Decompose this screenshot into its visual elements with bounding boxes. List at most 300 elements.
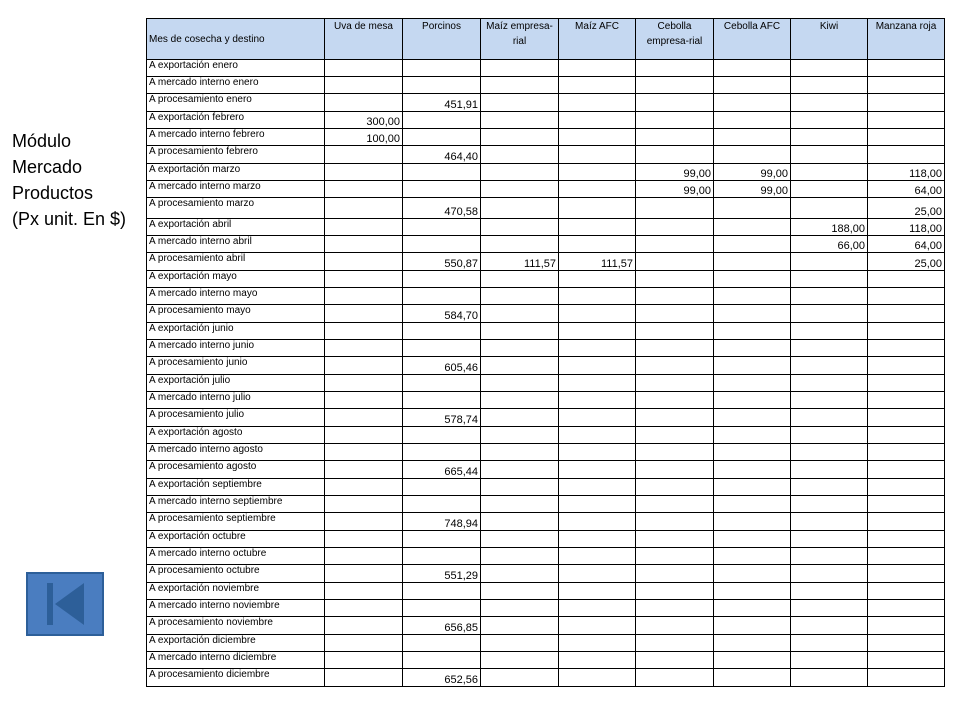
- value-cell: [868, 479, 945, 496]
- value-cell: [559, 652, 636, 669]
- table-row: [147, 409, 945, 427]
- row-label-cell: A mercado interno septiembre: [147, 496, 325, 513]
- value-cell: [868, 392, 945, 409]
- value-cell: [481, 271, 559, 288]
- value-cell: [559, 444, 636, 461]
- value-cell: [636, 635, 714, 652]
- value-cell: [481, 305, 559, 323]
- value-cell: [714, 112, 791, 129]
- value-cell: [325, 444, 403, 461]
- row-label-cell: A procesamiento abril: [147, 253, 325, 271]
- value-cell: [403, 392, 481, 409]
- value-cell: [636, 565, 714, 583]
- column-header: Porcinos: [403, 19, 481, 60]
- column-header: Cebolla AFC: [714, 19, 791, 60]
- value-cell: [325, 652, 403, 669]
- value-cell: [325, 253, 403, 271]
- value-cell: [868, 635, 945, 652]
- column-header: Cebolla empresa-rial: [636, 19, 714, 60]
- module-title: [12, 128, 152, 232]
- value-cell: [636, 652, 714, 669]
- value-cell: [403, 77, 481, 94]
- value-cell: [481, 652, 559, 669]
- value-cell: [791, 288, 868, 305]
- value-cell: [403, 60, 481, 77]
- value-cell: [325, 669, 403, 687]
- value-cell: [791, 409, 868, 427]
- table-row: [147, 271, 945, 288]
- table-row: [147, 444, 945, 461]
- table-row: [147, 253, 945, 271]
- row-label-cell: A mercado interno marzo: [147, 181, 325, 198]
- value-cell: 550,87: [403, 253, 481, 271]
- table-row: [147, 513, 945, 531]
- value-cell: [868, 288, 945, 305]
- value-cell: [559, 271, 636, 288]
- value-cell: [714, 617, 791, 635]
- table-row: [147, 669, 945, 687]
- value-cell: [791, 600, 868, 617]
- row-label-cell: A exportación mayo: [147, 271, 325, 288]
- column-header: Uva de mesa: [325, 19, 403, 60]
- value-cell: [559, 60, 636, 77]
- value-cell: [325, 496, 403, 513]
- value-cell: [481, 409, 559, 427]
- first-page-button[interactable]: [26, 572, 104, 636]
- value-cell: 551,29: [403, 565, 481, 583]
- value-cell: [325, 427, 403, 444]
- value-cell: [559, 479, 636, 496]
- value-cell: [325, 219, 403, 236]
- value-cell: [868, 305, 945, 323]
- value-cell: [791, 146, 868, 164]
- value-cell: [791, 253, 868, 271]
- value-cell: [791, 375, 868, 392]
- value-cell: [403, 531, 481, 548]
- value-cell: [636, 427, 714, 444]
- value-cell: [481, 112, 559, 129]
- table-row: [147, 652, 945, 669]
- value-cell: [559, 112, 636, 129]
- value-cell: [559, 531, 636, 548]
- value-cell: [325, 60, 403, 77]
- value-cell: [714, 375, 791, 392]
- value-cell: [868, 323, 945, 340]
- table-row: [147, 583, 945, 600]
- value-cell: 300,00: [325, 112, 403, 129]
- value-cell: [714, 288, 791, 305]
- value-cell: [868, 531, 945, 548]
- value-cell: [481, 164, 559, 181]
- table-row: [147, 479, 945, 496]
- value-cell: [481, 461, 559, 479]
- value-cell: [636, 669, 714, 687]
- value-cell: [636, 253, 714, 271]
- value-cell: [868, 340, 945, 357]
- value-cell: [791, 94, 868, 112]
- value-cell: 66,00: [791, 236, 868, 253]
- value-cell: [403, 548, 481, 565]
- value-cell: [325, 164, 403, 181]
- value-cell: [714, 652, 791, 669]
- table-row: [147, 181, 945, 198]
- module-title-line: Productos: [12, 183, 94, 203]
- value-cell: [481, 357, 559, 375]
- value-cell: [481, 323, 559, 340]
- value-cell: [325, 479, 403, 496]
- value-cell: [559, 181, 636, 198]
- row-label-cell: A exportación septiembre: [147, 479, 325, 496]
- value-cell: [325, 548, 403, 565]
- value-cell: [714, 548, 791, 565]
- value-cell: [636, 531, 714, 548]
- value-cell: [636, 271, 714, 288]
- value-cell: [403, 129, 481, 146]
- value-cell: [403, 288, 481, 305]
- value-cell: [636, 513, 714, 531]
- value-cell: [714, 305, 791, 323]
- row-label-cell: A exportación diciembre: [147, 635, 325, 652]
- value-cell: [325, 375, 403, 392]
- value-cell: [791, 112, 868, 129]
- value-cell: [791, 198, 868, 219]
- column-header: Maíz AFC: [559, 19, 636, 60]
- value-cell: 464,40: [403, 146, 481, 164]
- value-cell: [636, 375, 714, 392]
- value-cell: [791, 357, 868, 375]
- value-cell: [636, 219, 714, 236]
- row-label-cell: A procesamiento octubre: [147, 565, 325, 583]
- table-row: [147, 94, 945, 112]
- value-cell: [714, 340, 791, 357]
- value-cell: [714, 479, 791, 496]
- table-row: [147, 305, 945, 323]
- value-cell: [325, 77, 403, 94]
- value-cell: [791, 392, 868, 409]
- value-cell: [481, 288, 559, 305]
- value-cell: [325, 392, 403, 409]
- table-row: [147, 198, 945, 219]
- value-cell: [636, 617, 714, 635]
- value-cell: [481, 60, 559, 77]
- row-label-cell: A mercado interno enero: [147, 77, 325, 94]
- value-cell: 665,44: [403, 461, 481, 479]
- value-cell: [791, 548, 868, 565]
- value-cell: [481, 444, 559, 461]
- value-cell: [403, 635, 481, 652]
- table-row: [147, 60, 945, 77]
- value-cell: [791, 444, 868, 461]
- row-label-cell: A procesamiento diciembre: [147, 669, 325, 687]
- value-cell: [636, 461, 714, 479]
- row-label-cell: A mercado interno abril: [147, 236, 325, 253]
- value-cell: [791, 565, 868, 583]
- value-cell: [714, 236, 791, 253]
- value-cell: [559, 513, 636, 531]
- value-cell: [559, 427, 636, 444]
- value-cell: 605,46: [403, 357, 481, 375]
- value-cell: [559, 409, 636, 427]
- value-cell: [559, 617, 636, 635]
- row-label-cell: A mercado interno mayo: [147, 288, 325, 305]
- value-cell: [791, 513, 868, 531]
- value-cell: [868, 565, 945, 583]
- value-cell: [714, 565, 791, 583]
- table-row: [147, 565, 945, 583]
- value-cell: [791, 77, 868, 94]
- table-row: [147, 219, 945, 236]
- row-label-cell: A procesamiento julio: [147, 409, 325, 427]
- value-cell: [791, 60, 868, 77]
- row-label-cell: A procesamiento noviembre: [147, 617, 325, 635]
- row-label-cell: A exportación noviembre: [147, 583, 325, 600]
- column-header: Manzana roja: [868, 19, 945, 60]
- table-row: [147, 77, 945, 94]
- value-cell: [481, 94, 559, 112]
- value-cell: [325, 513, 403, 531]
- value-cell: [714, 77, 791, 94]
- value-cell: [714, 271, 791, 288]
- value-cell: 451,91: [403, 94, 481, 112]
- value-cell: [481, 583, 559, 600]
- row-label-cell: A procesamiento marzo: [147, 198, 325, 219]
- value-cell: [636, 323, 714, 340]
- value-cell: [559, 236, 636, 253]
- table-row: [147, 548, 945, 565]
- value-cell: [559, 164, 636, 181]
- row-label-cell: A procesamiento agosto: [147, 461, 325, 479]
- value-cell: [868, 60, 945, 77]
- value-cell: [636, 340, 714, 357]
- row-label-cell: A mercado interno junio: [147, 340, 325, 357]
- value-cell: 118,00: [868, 164, 945, 181]
- value-cell: [714, 496, 791, 513]
- value-cell: [636, 357, 714, 375]
- value-cell: [791, 669, 868, 687]
- value-cell: [714, 409, 791, 427]
- value-cell: [403, 236, 481, 253]
- value-cell: [714, 531, 791, 548]
- value-cell: [636, 479, 714, 496]
- module-title-line: Mercado: [12, 157, 83, 177]
- value-cell: [403, 600, 481, 617]
- value-cell: [481, 496, 559, 513]
- value-cell: [636, 146, 714, 164]
- value-cell: [325, 531, 403, 548]
- value-cell: [325, 323, 403, 340]
- value-cell: 99,00: [714, 181, 791, 198]
- table-row: [147, 323, 945, 340]
- value-cell: [481, 600, 559, 617]
- module-title-line: Módulo: [12, 131, 72, 151]
- value-cell: [791, 129, 868, 146]
- row-label-cell: A mercado interno noviembre: [147, 600, 325, 617]
- row-label-cell: A exportación agosto: [147, 427, 325, 444]
- table-row: [147, 129, 945, 146]
- value-cell: [325, 236, 403, 253]
- table-row: [147, 531, 945, 548]
- table-row: [147, 617, 945, 635]
- row-label-cell: A exportación junio: [147, 323, 325, 340]
- value-cell: 656,85: [403, 617, 481, 635]
- value-cell: [559, 392, 636, 409]
- value-cell: [481, 392, 559, 409]
- value-cell: [559, 146, 636, 164]
- value-cell: [403, 479, 481, 496]
- value-cell: [714, 94, 791, 112]
- value-cell: [559, 583, 636, 600]
- value-cell: [791, 461, 868, 479]
- table-row: [147, 461, 945, 479]
- table-row: [147, 146, 945, 164]
- table-row: [147, 357, 945, 375]
- value-cell: [714, 392, 791, 409]
- value-cell: [325, 565, 403, 583]
- value-cell: [636, 409, 714, 427]
- value-cell: [481, 548, 559, 565]
- column-header: Maíz empresa-rial: [481, 19, 559, 60]
- value-cell: [636, 600, 714, 617]
- value-cell: 584,70: [403, 305, 481, 323]
- value-cell: [559, 496, 636, 513]
- row-label-cell: A exportación octubre: [147, 531, 325, 548]
- value-cell: [791, 531, 868, 548]
- value-cell: [481, 375, 559, 392]
- value-cell: [868, 496, 945, 513]
- row-label-cell: A mercado interno febrero: [147, 129, 325, 146]
- value-cell: [868, 600, 945, 617]
- value-cell: [714, 669, 791, 687]
- value-cell: [559, 305, 636, 323]
- module-title-line: (Px unit. En $): [12, 209, 127, 229]
- value-cell: [559, 548, 636, 565]
- value-cell: [325, 198, 403, 219]
- value-cell: [791, 181, 868, 198]
- value-cell: [559, 219, 636, 236]
- value-cell: [714, 600, 791, 617]
- value-cell: [325, 340, 403, 357]
- row-label-cell: A exportación julio: [147, 375, 325, 392]
- value-cell: [868, 513, 945, 531]
- value-cell: [714, 583, 791, 600]
- row-label-cell: A mercado interno diciembre: [147, 652, 325, 669]
- value-cell: [403, 496, 481, 513]
- value-cell: [559, 340, 636, 357]
- value-cell: [325, 357, 403, 375]
- value-cell: [714, 513, 791, 531]
- value-cell: [636, 60, 714, 77]
- value-cell: [791, 479, 868, 496]
- value-cell: [714, 253, 791, 271]
- row-label-cell: A mercado interno julio: [147, 392, 325, 409]
- value-cell: [636, 392, 714, 409]
- value-cell: [481, 340, 559, 357]
- value-cell: [481, 669, 559, 687]
- table-row: [147, 340, 945, 357]
- table-row: [147, 496, 945, 513]
- value-cell: [481, 427, 559, 444]
- value-cell: [481, 236, 559, 253]
- value-cell: [636, 288, 714, 305]
- value-cell: 99,00: [714, 164, 791, 181]
- value-cell: 99,00: [636, 181, 714, 198]
- value-cell: [791, 305, 868, 323]
- row-label-cell: A procesamiento enero: [147, 94, 325, 112]
- value-cell: [481, 129, 559, 146]
- value-cell: [325, 409, 403, 427]
- value-cell: [481, 617, 559, 635]
- value-cell: [636, 94, 714, 112]
- value-cell: [791, 323, 868, 340]
- value-cell: [714, 427, 791, 444]
- row-label-cell: A procesamiento febrero: [147, 146, 325, 164]
- value-cell: [868, 357, 945, 375]
- value-cell: [325, 271, 403, 288]
- value-cell: 64,00: [868, 236, 945, 253]
- value-cell: [868, 94, 945, 112]
- value-cell: [325, 635, 403, 652]
- row-label-cell: A mercado interno octubre: [147, 548, 325, 565]
- value-cell: [868, 146, 945, 164]
- value-cell: [481, 479, 559, 496]
- value-cell: [714, 60, 791, 77]
- value-cell: [868, 652, 945, 669]
- row-label-cell: A procesamiento mayo: [147, 305, 325, 323]
- row-label-cell: A exportación enero: [147, 60, 325, 77]
- value-cell: [559, 129, 636, 146]
- value-cell: 748,94: [403, 513, 481, 531]
- value-cell: [714, 461, 791, 479]
- value-cell: [868, 409, 945, 427]
- value-cell: [868, 583, 945, 600]
- value-cell: [403, 164, 481, 181]
- value-cell: [714, 198, 791, 219]
- value-cell: [868, 669, 945, 687]
- value-cell: [791, 635, 868, 652]
- value-cell: [325, 583, 403, 600]
- value-cell: [714, 357, 791, 375]
- value-cell: [403, 340, 481, 357]
- value-cell: [481, 565, 559, 583]
- value-cell: [868, 129, 945, 146]
- value-cell: [559, 375, 636, 392]
- value-cell: [403, 181, 481, 198]
- value-cell: [559, 635, 636, 652]
- value-cell: [636, 305, 714, 323]
- value-cell: [714, 146, 791, 164]
- value-cell: [559, 565, 636, 583]
- value-cell: [403, 444, 481, 461]
- value-cell: [403, 652, 481, 669]
- row-label-cell: A procesamiento septiembre: [147, 513, 325, 531]
- value-cell: 25,00: [868, 253, 945, 271]
- value-cell: [559, 94, 636, 112]
- value-cell: [403, 112, 481, 129]
- value-cell: [636, 77, 714, 94]
- value-cell: [481, 146, 559, 164]
- value-cell: [636, 129, 714, 146]
- row-label-cell: A exportación febrero: [147, 112, 325, 129]
- value-cell: [403, 219, 481, 236]
- price-table: [146, 18, 945, 687]
- value-cell: [403, 427, 481, 444]
- value-cell: [868, 427, 945, 444]
- value-cell: [325, 617, 403, 635]
- value-cell: [403, 375, 481, 392]
- table-row: [147, 600, 945, 617]
- value-cell: [325, 600, 403, 617]
- table-row: [147, 236, 945, 253]
